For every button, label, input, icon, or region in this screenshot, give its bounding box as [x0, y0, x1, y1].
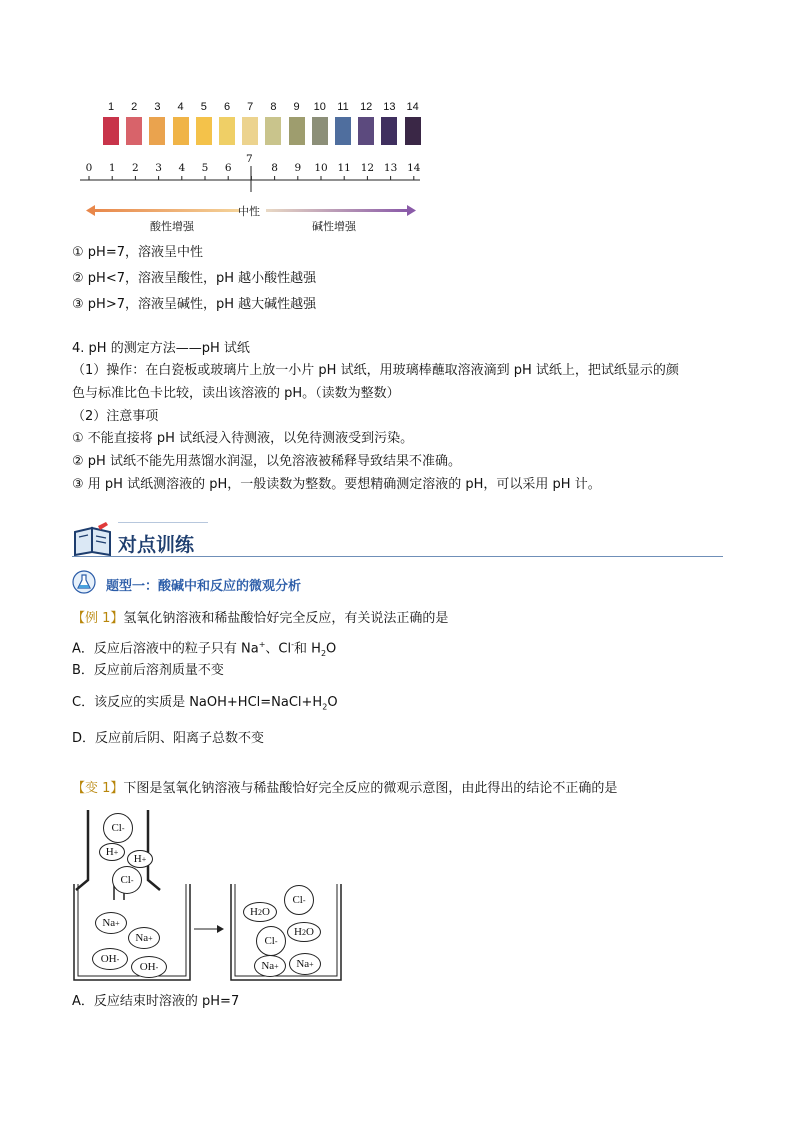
ion-na: Na +	[95, 912, 127, 934]
option-c: C．该反应的实质是 $NaOH+HCl=NaCl+H_2O$	[72, 695, 338, 712]
ph-scale-number: 4	[178, 162, 186, 174]
ph-swatch-number: 12	[360, 101, 373, 113]
ion-cl: Cl -	[112, 866, 142, 894]
ion-na: Na +	[254, 955, 286, 977]
point-2: ② pH<7，溶液呈酸性，pH 越小酸性越强	[72, 271, 317, 286]
ph-scale-number: 13	[383, 162, 398, 174]
ph-swatch-number: 6	[223, 101, 231, 113]
variant-tag: 【变 1】	[72, 781, 124, 796]
ion-h: H +	[127, 850, 153, 868]
ph-swatch-number: 2	[131, 101, 138, 113]
ion-h2o: H 2 O	[287, 922, 321, 942]
method-note-2: ② pH 试纸不能先用蒸馏水润湿，以免溶液被稀释导致结果不准确。	[72, 454, 461, 469]
ph-swatch-number: 3	[154, 101, 161, 113]
ion-cl: Cl -	[103, 813, 133, 843]
ph-scale-number: 8	[271, 162, 278, 174]
ph-scale-number: 0	[85, 162, 93, 174]
ion-oh: OH -	[131, 956, 167, 978]
ph-swatch-number: 1	[107, 101, 115, 113]
method-note-3: ③ 用 pH 试纸测溶液的 pH，一般读数为整数。要想精确测定溶液的 pH，可以采用 pH 计。	[72, 477, 601, 492]
ph-scale-number: 3	[155, 162, 162, 174]
ion-na: Na +	[128, 927, 160, 949]
option-d: D．反应前后阴、阳离子总数不变	[72, 731, 265, 746]
ph-scale-number: 12	[360, 162, 375, 174]
method-op-line1: （1）操作：在白瓷板或玻璃片上放一小片 pH 试纸，用玻璃棒蘸取溶液滴到 pH 试纸上，把试纸显示的颜	[72, 363, 679, 378]
option-a: A．反应后溶液中的粒子只有 Na+、Cl-和 $H_2O$	[72, 640, 337, 658]
example-stem-text: 氢氧化钠溶液和稀盐酸恰好完全反应，有关说法正确的是	[123, 611, 449, 626]
variant-option-a: A．反应结束时溶液的 pH=7	[72, 994, 240, 1009]
ph-scale-number: 9	[294, 162, 302, 174]
method-op-line2: 色与标准比色卡比较，读出该溶液的 pH。（读数为整数）	[72, 386, 400, 401]
method-note-head: （2）注意事项	[72, 409, 159, 424]
ph-swatch-number: 4	[177, 101, 184, 113]
point-1: ① pH=7，溶液呈中性	[72, 245, 203, 260]
ph-scale-number: 11	[337, 162, 351, 174]
section-title: 对点训练	[118, 534, 195, 556]
point-3: ③ pH>7，溶液呈碱性，pH 越大碱性越强	[72, 297, 317, 312]
method-heading: 4. pH 的测定方法——pH 试纸	[72, 341, 250, 356]
example-tag: 【例 1】	[72, 611, 124, 626]
ph-swatch-number: 5	[200, 101, 207, 113]
ph-scale-number: 6	[224, 162, 232, 174]
ph-scale-number: 5	[201, 162, 209, 174]
method-note-1: ① 不能直接将 pH 试纸浸入待测液，以免待测液受到污染。	[72, 431, 414, 446]
ion-na: Na +	[289, 953, 321, 975]
ion-cl: Cl -	[256, 926, 286, 956]
ph-swatch-number: 10	[313, 101, 326, 113]
ph-swatch-number: 11	[337, 101, 349, 113]
ph-swatch-number: 7	[247, 101, 254, 113]
ion-h: H +	[99, 843, 125, 861]
ph-scale-number: 10	[314, 162, 328, 174]
acid-label: 酸性增强	[150, 220, 194, 233]
ph-swatch-number: 13	[383, 101, 396, 113]
topic-title: 题型一：酸碱中和反应的微观分析	[106, 579, 302, 594]
neutral-mark: 7	[246, 153, 253, 165]
option-b: B．反应前后溶剂质量不变	[72, 663, 224, 678]
base-label: 碱性增强	[312, 220, 356, 233]
neutral-label: 中性	[238, 205, 260, 218]
ion-cl: Cl -	[284, 885, 314, 915]
ph-swatch-number: 9	[293, 101, 300, 113]
ph-scale-number: 2	[132, 162, 139, 174]
ph-scale-number: 14	[407, 162, 421, 174]
ion-h2o: H 2 O	[243, 902, 277, 922]
ph-swatch-number: 8	[270, 101, 277, 113]
ph-scale-number: 1	[108, 162, 116, 174]
variant-stem-text: 下图是氢氧化钠溶液与稀盐酸恰好完全反应的微观示意图，由此得出的结论不正确的是	[123, 781, 618, 796]
ph-swatch-number: 14	[406, 101, 419, 113]
ion-oh: OH -	[92, 948, 128, 970]
